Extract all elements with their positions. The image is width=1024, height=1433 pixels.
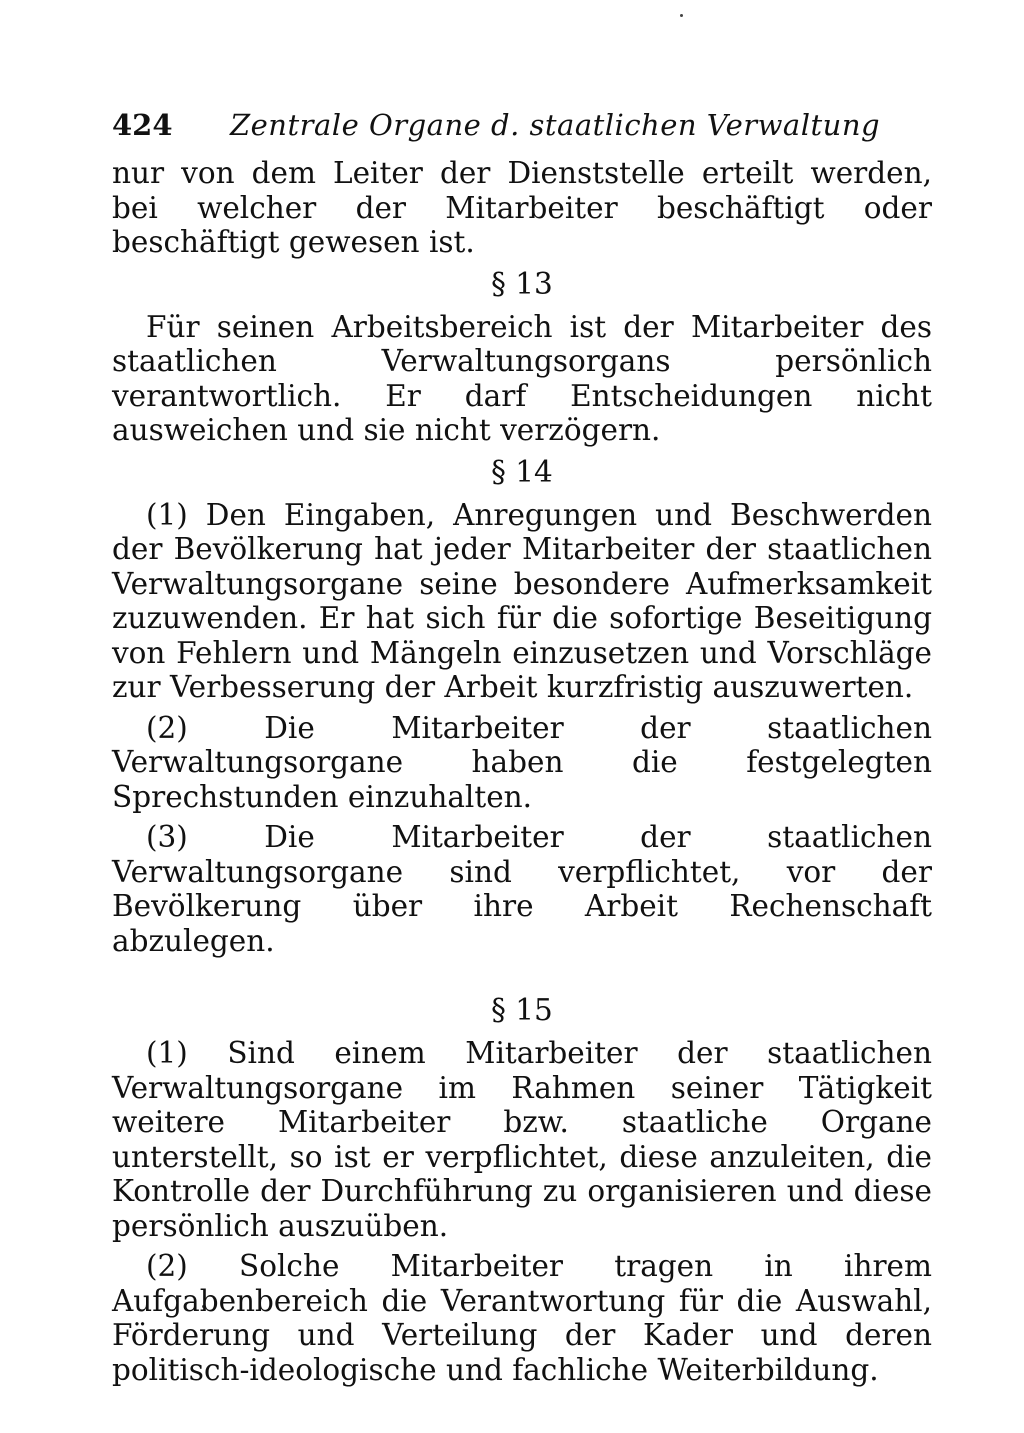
section-heading-15: § 15	[491, 993, 553, 1027]
running-title: Zentrale Organe d. staatlichen Verwaltung	[230, 108, 881, 142]
section-15-paragraph-2: (2) Solche Mitarbeiter tragen in ihrem Aufgabenbereich die Verantwortung für die Auswahl, Förderung und Verteilung der Kader und deren politisch-ideologische und fachliche Weiterbildung.	[112, 1249, 932, 1387]
page-header	[112, 108, 932, 156]
section-heading-13: § 13	[491, 266, 553, 301]
section-14-paragraph-2: (2) Die Mitarbeiter der staatlichen Verwaltungsorgane haben die festgelegten Sprechstunden einzuhalten.	[112, 710, 932, 814]
section-15-paragraph-1: (1) Sind einem Mitarbeiter der staatlichen Verwaltungsorgane im Rahmen seiner Tätigkeit weitere Mitarbeiter bzw. staatliche Organe unterstellt, so ist er verpflichtet, diese anzuleiten, die Kontrolle der Durchführung zu organisieren und diese persönlich auszuüben.	[112, 1036, 932, 1243]
section-heading-14: § 14	[491, 454, 553, 489]
section-14-paragraph-3: (3) Die Mitarbeiter der staatlichen Verwaltungsorgane sind verpflichtet, vor der Bevölkerung über ihre Arbeit Rechenschaft abzulegen.	[112, 820, 932, 958]
print-speck	[680, 14, 683, 17]
page-body	[112, 156, 932, 1387]
section-13-paragraph: Für seinen Arbeitsbereich ist der Mitarbeiter des staatlichen Verwaltungsorgans persönlich verantwortlich. Er darf Entscheidungen nicht ausweichen und sie nicht verzögern.	[112, 309, 932, 447]
page-number: 424	[112, 108, 173, 142]
continuation-paragraph: nur von dem Leiter der Dienststelle erteilt werden, bei welcher der Mitarbeiter beschäftigt oder beschäftigt gewesen ist.	[112, 156, 932, 259]
section-14-paragraph-1: (1) Den Eingaben, Anregungen und Beschwerden der Bevölkerung hat jeder Mitarbeiter der staatlichen Verwaltungsorgane seine besondere Aufmerksamkeit zuzuwenden. Er hat sich für die sofortige Beseitigung von Fehlern und Mängeln einzusetzen und Vorschläge zur Verbesserung der Arbeit kurzfristig auszuwerten.	[112, 497, 932, 704]
book-page	[112, 108, 932, 1387]
